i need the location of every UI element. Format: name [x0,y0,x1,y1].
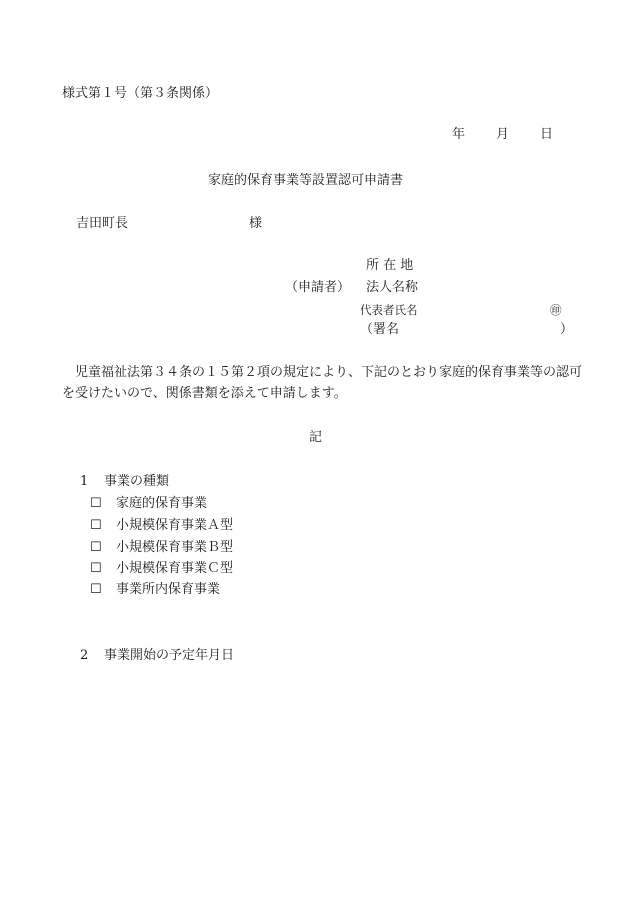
body-paragraph: 児童福祉法第３４条の１５第２項の規定により、下記のとおり家庭的保育事業等の認可を受けたいので、関係書類を添えて申請します。 [62,365,583,401]
form-number: 様式第１号（第３条関係） [62,86,219,101]
option-label: 小規模保育事業Ａ型 [116,518,234,533]
checkbox-icon[interactable]: ☐ [90,496,102,511]
section2-number: 2 [80,648,89,663]
option-item [90,518,233,534]
representative-label: 代表者氏名 [360,303,418,317]
option-label: 事業所内保育事業 [116,582,221,597]
section1-number: 1 [80,474,89,489]
section1-title: 事業の種類 [104,474,170,489]
seal-icon: ㊞ [550,303,562,317]
checkbox-icon[interactable]: ☐ [90,561,102,576]
document-title: 家庭的保育事業等設置認可申請書 [208,173,404,188]
date-month: 月 [496,127,510,142]
recipient-name: 吉田町長 [76,216,129,231]
date-year: 年 [452,127,466,142]
recipient-honorific: 様 [249,216,263,231]
seal-note-open: （署名 [360,322,400,337]
option-label: 小規模保育事業Ｃ型 [116,561,234,576]
option-item [90,496,207,512]
checkbox-icon[interactable]: ☐ [90,540,102,555]
option-label: 小規模保育事業Ｂ型 [116,540,234,555]
note-heading: 記 [309,430,323,445]
seal-note-close: ） [560,322,574,337]
date-day: 日 [540,127,554,142]
option-item [90,582,220,598]
option-label: 家庭的保育事業 [116,496,208,511]
option-item [90,540,233,556]
checkbox-icon[interactable]: ☐ [90,582,102,597]
option-item [90,561,233,577]
applicant-label: （申請者） [285,280,351,295]
address-label: 所 在 地 [366,258,414,273]
corp-name-label: 法人名称 [366,280,419,295]
checkbox-icon[interactable]: ☐ [90,518,102,533]
section2-title: 事業開始の予定年月日 [104,648,235,663]
